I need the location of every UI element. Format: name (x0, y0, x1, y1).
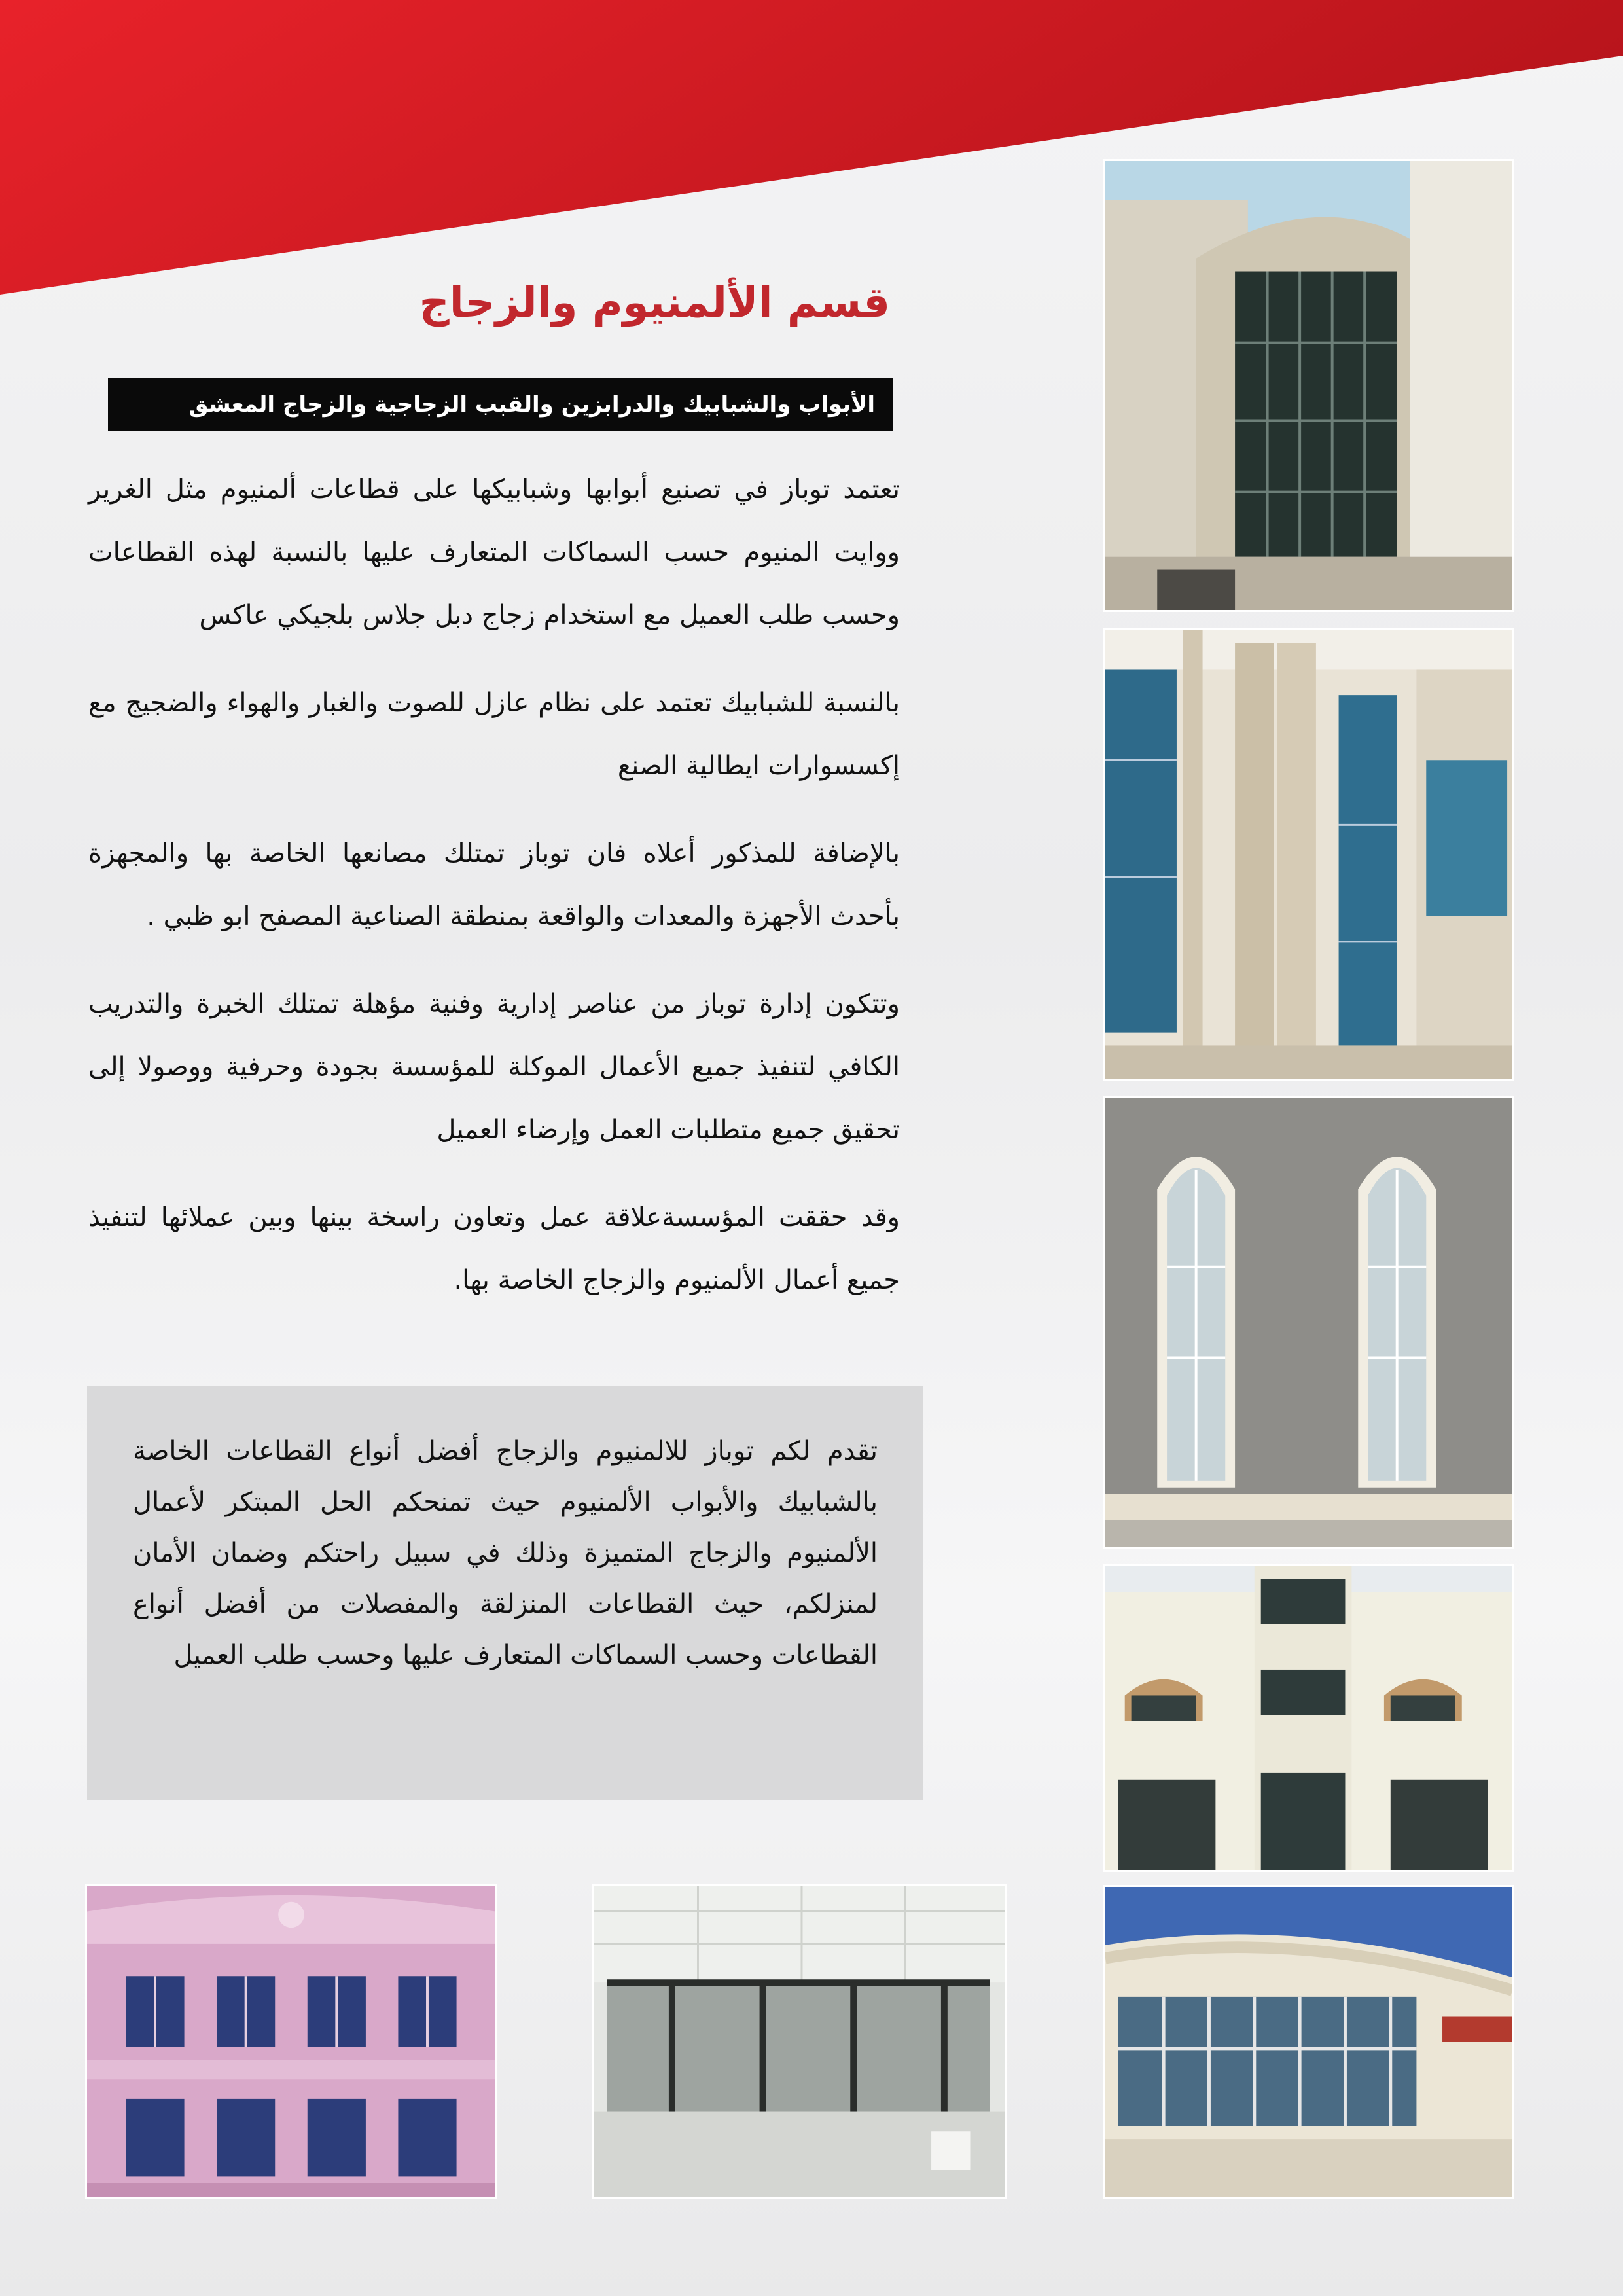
paragraph: تعتمد توباز في تصنيع أبوابها وشبابيكها على قطاعات ألمنيوم مثل الغرير ووايت المنيوم حسب السماكات المتعارف عليها بالنسبة لهذه القطاعات وحسب طلب العميل مع استخدام زجاج دبل جلاس بلجيكي عاكس (88, 475, 900, 630)
paragraph: وقد حققت المؤسسةعلاقة عمل وتعاون راسخة بينها وبين عملائها لتنفيذ جميع أعمال الألمنيوم والزجاج الخاصة بها. (88, 1202, 900, 1295)
paragraph: بالنسبة للشبابيك تعتمد على نظام عازل للصوت والغبار والهواء والضجيج مع إكسسوارات ايطالية الصنع (88, 688, 900, 781)
paragraph: بالإضافة للمذكور أعلاه فان توباز تمتلك مصانعها الخاصة بها والمجهزة بأحدث الأجهزة والمعدات والواقعة بمنطقة الصناعية المصفح ابو ظبي . (88, 838, 900, 931)
photo-arched-windows (1103, 1096, 1514, 1549)
photo-curved-window-sky (1103, 1885, 1514, 2199)
photo-columned-building (1103, 628, 1514, 1081)
photo-villa-bay-window (1103, 1564, 1514, 1872)
body-text (88, 458, 900, 1336)
subtitle-bar: الأبواب والشبابيك والدرابزين والقبب الزجاجية والزجاج المعشق (108, 378, 893, 431)
photo-office-glass-partitions (592, 1884, 1007, 2199)
page-title: قسم الألمنيوم والزجاج (419, 279, 890, 327)
photo-courtyard-pink (85, 1884, 497, 2199)
photo-curved-glass-facade (1103, 159, 1514, 612)
paragraph: وتتكون إدارة توباز من عناصر إدارية وفنية مؤهلة تمتلك الخبرة والتدريب الكافي لتنفيذ جميع الأعمال الموكلة للمؤسسة بجودة وحرفية ووصولا إلى تحقيق جميع متطلبات العمل وإرضاء العميل (88, 989, 900, 1145)
highlight-text: تقدم لكم توباز للالمنيوم والزجاج أفضل أنواع القطاعات الخاصة بالشبابيك والأبواب الألمنيوم حيث تمنحكم الحل المبتكر لأعمال الألمنيوم والزجاج المتميزة وذلك في سبيل راحتكم وضمان الأمان لمنزلكم، حيث القطاعات المنزلقة والمفصلات من أفضل أنواع القطاعات وحسب السماكات المتعارف عليها وحسب طلب العميل (133, 1436, 878, 1670)
highlight-box (87, 1386, 923, 1800)
